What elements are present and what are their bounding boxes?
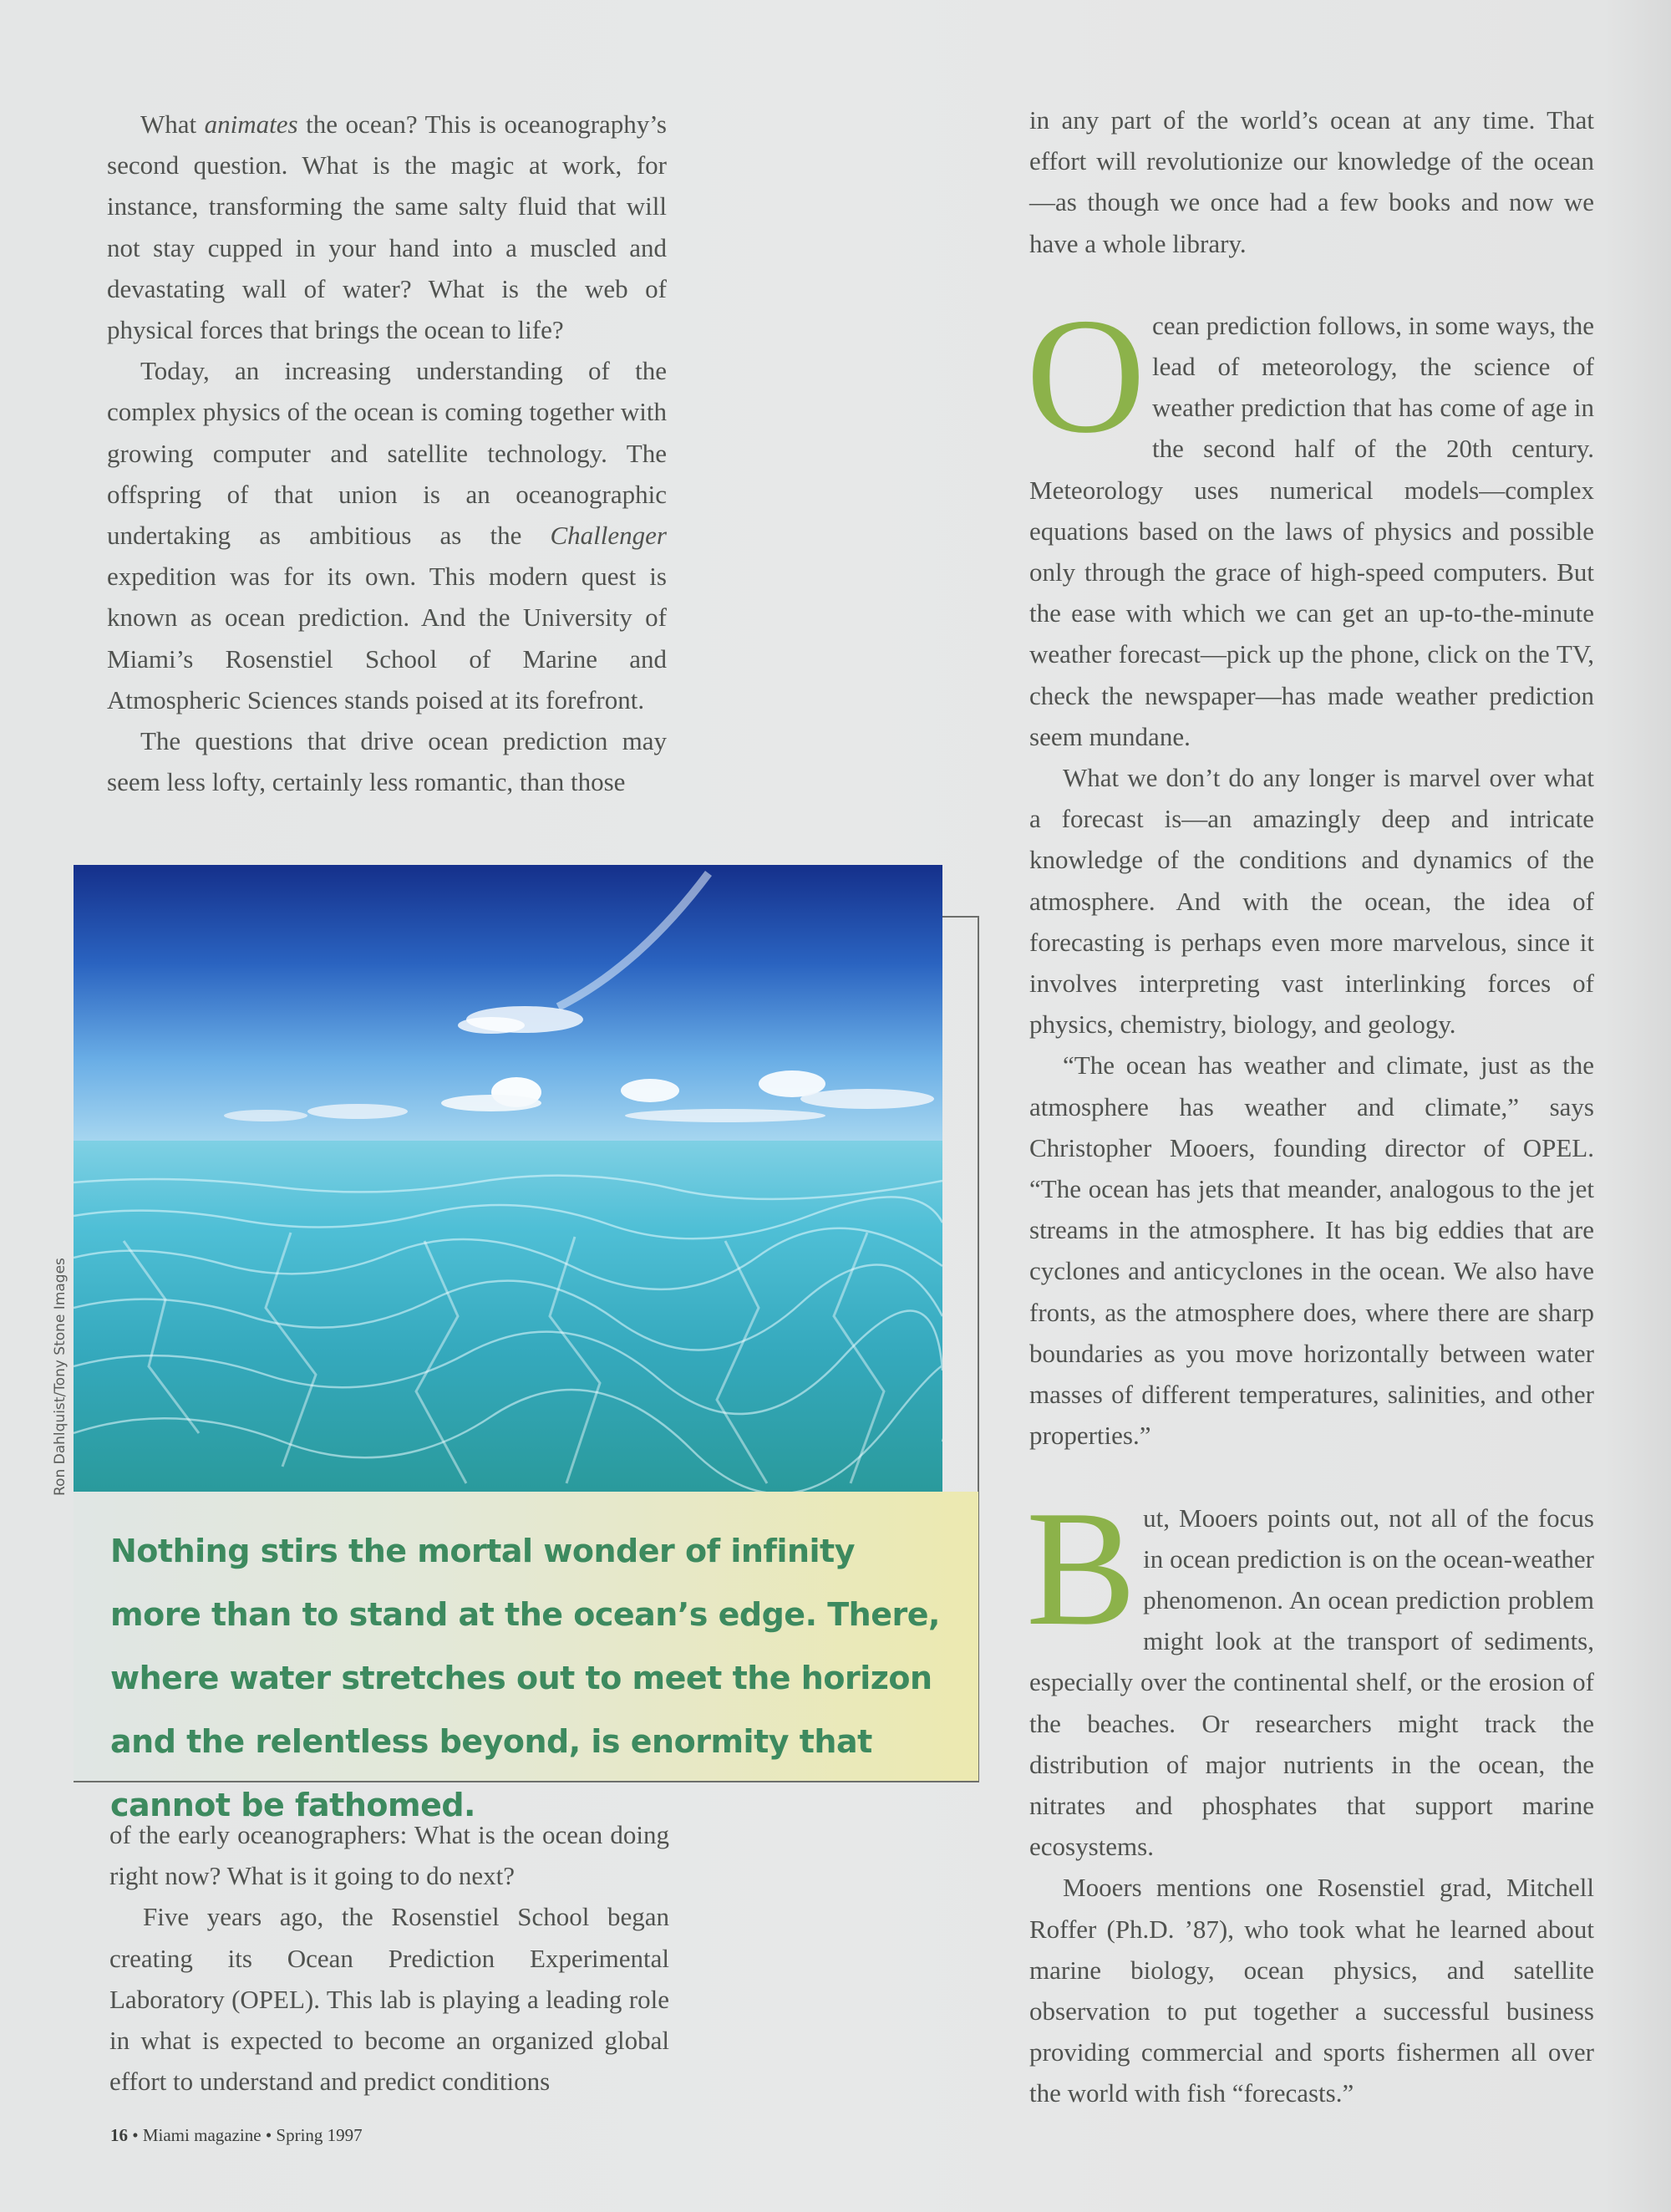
paragraph: of the early oceanographers: What is the ocean doing right now? What is it going to do next? — [109, 1820, 669, 1891]
paragraph: What we don’t do any longer is marvel over what a forecast is—an amazingly deep and intricate knowledge of the conditions and dynamics of the atmosphere. And with the ocean, the idea of forecasting is perhaps even more marvelous, since it involves interpreting vast interlinking forces of physics, chemistry, biology, and geology. — [1029, 763, 1594, 1040]
ocean-photo-art — [74, 865, 942, 1492]
photo-caption: Nothing stirs the mortal wonder of infinity more than to stand at the ocean’s edge. There, where water stretches out to meet the horizon and the relentless beyond, is enormity that cannot be fathomed. — [110, 1533, 940, 1823]
text: What — [140, 109, 205, 139]
paragraph: Mooers mentions one Rosenstiel grad, Mitchell Roffer (Ph.D. ’87), who took what he learned about marine biology, ocean physics, and satellite observation to put together a successful business providing commercial and sports fishermen all over the world with fish “forecasts.” — [1029, 1873, 1594, 2108]
page-number: 16 — [110, 2125, 128, 2145]
drop-cap: O — [1026, 283, 1145, 467]
paragraph: in any part of the world’s ocean at any time. That effort will revolutionize our knowledge of the ocean—as though we once had a few books and now we have a whole library. — [1029, 105, 1594, 258]
text: the ocean? This is oceanography’s second question. What is the magic at work, for instance, transforming the same salty fluid that will not stay cupped in your hand into a muscled and devastating wall of water? What is the web of physical forces that brings the ocean to life? — [107, 109, 667, 345]
emphasis: animates — [204, 109, 298, 139]
paragraph: The questions that drive ocean prediction may seem less lofty, certainly less romantic, than those — [107, 726, 667, 797]
text: cean prediction follows, in some ways, the lead of meteorology, the science of weather prediction that has come of age in the second half of the 20th century. Meteorology uses numerical models—complex equations based on the laws of physics and possible only through the grace of high-speed computers. But the ease with which we can get an up-to-the-minute weather forecast—pick up the phone, click on the TV, check the newspaper—has made weather prediction seem mundane. — [1029, 310, 1594, 751]
paragraph: Five years ago, the Rosenstiel School began creating its Ocean Prediction Experimental Laboratory (OPEL). This lab is playing a leading role in what is expected to become an organized global effort to understand and predict conditions — [109, 1902, 669, 2097]
frame-line-top-stub — [942, 916, 978, 918]
drop-cap: B — [1026, 1476, 1137, 1660]
ocean-photo — [74, 865, 942, 1492]
paragraph — [107, 350, 667, 720]
separator: • — [265, 2125, 272, 2145]
separator: • — [132, 2125, 139, 2145]
paragraph — [107, 104, 667, 350]
emphasis: Challenger — [550, 521, 667, 551]
text: ut, Mooers points out, not all of the focus in ocean prediction is on the ocean-weather phenomenon. An ocean prediction problem might look at the transport of sediments, especially over the continental shelf, or the erosion of the beaches. Or researchers might track the distribution of major nutrients in the ocean, the nitrates and phosphates that support marine ecosystems. — [1029, 1503, 1594, 1862]
issue-date: Spring 1997 — [276, 2125, 363, 2145]
photo-credit: Ron Dahlquist/Tony Stone Images — [52, 1258, 69, 1496]
text: expedition was for its own. This modern quest is known as ocean prediction. And the University of Miami’s Rosenstiel School of Marine and Atmospheric Sciences stands poised at its forefront. — [107, 562, 667, 714]
magazine-name: Miami magazine — [142, 2125, 262, 2145]
left-column-bottom — [109, 1814, 669, 2102]
paragraph — [1026, 1476, 1594, 1868]
text: Today, an increasing understanding of the complex physics of the ocean is coming together with growing computer and satellite technology. The offspring of that union is an oceanographic undertaking as ambitious as the — [107, 356, 667, 551]
paragraph — [1026, 283, 1594, 757]
paragraph: “The ocean has weather and climate, just as the atmosphere has weather and climate,” says Christopher Mooers, founding director of OPEL. “The ocean has jets that meander, analogous to the jet streams in the atmosphere. It has big eddies that are cyclones and anticyclones in the ocean. We also have fronts, as the atmosphere does, where there are sharp boundaries as you move horizontally between water masses of different temperatures, salinities, and other properties.” — [1029, 1050, 1594, 1451]
right-column — [1026, 99, 1594, 2114]
page-footer — [110, 2125, 363, 2146]
left-column-top — [107, 104, 667, 802]
